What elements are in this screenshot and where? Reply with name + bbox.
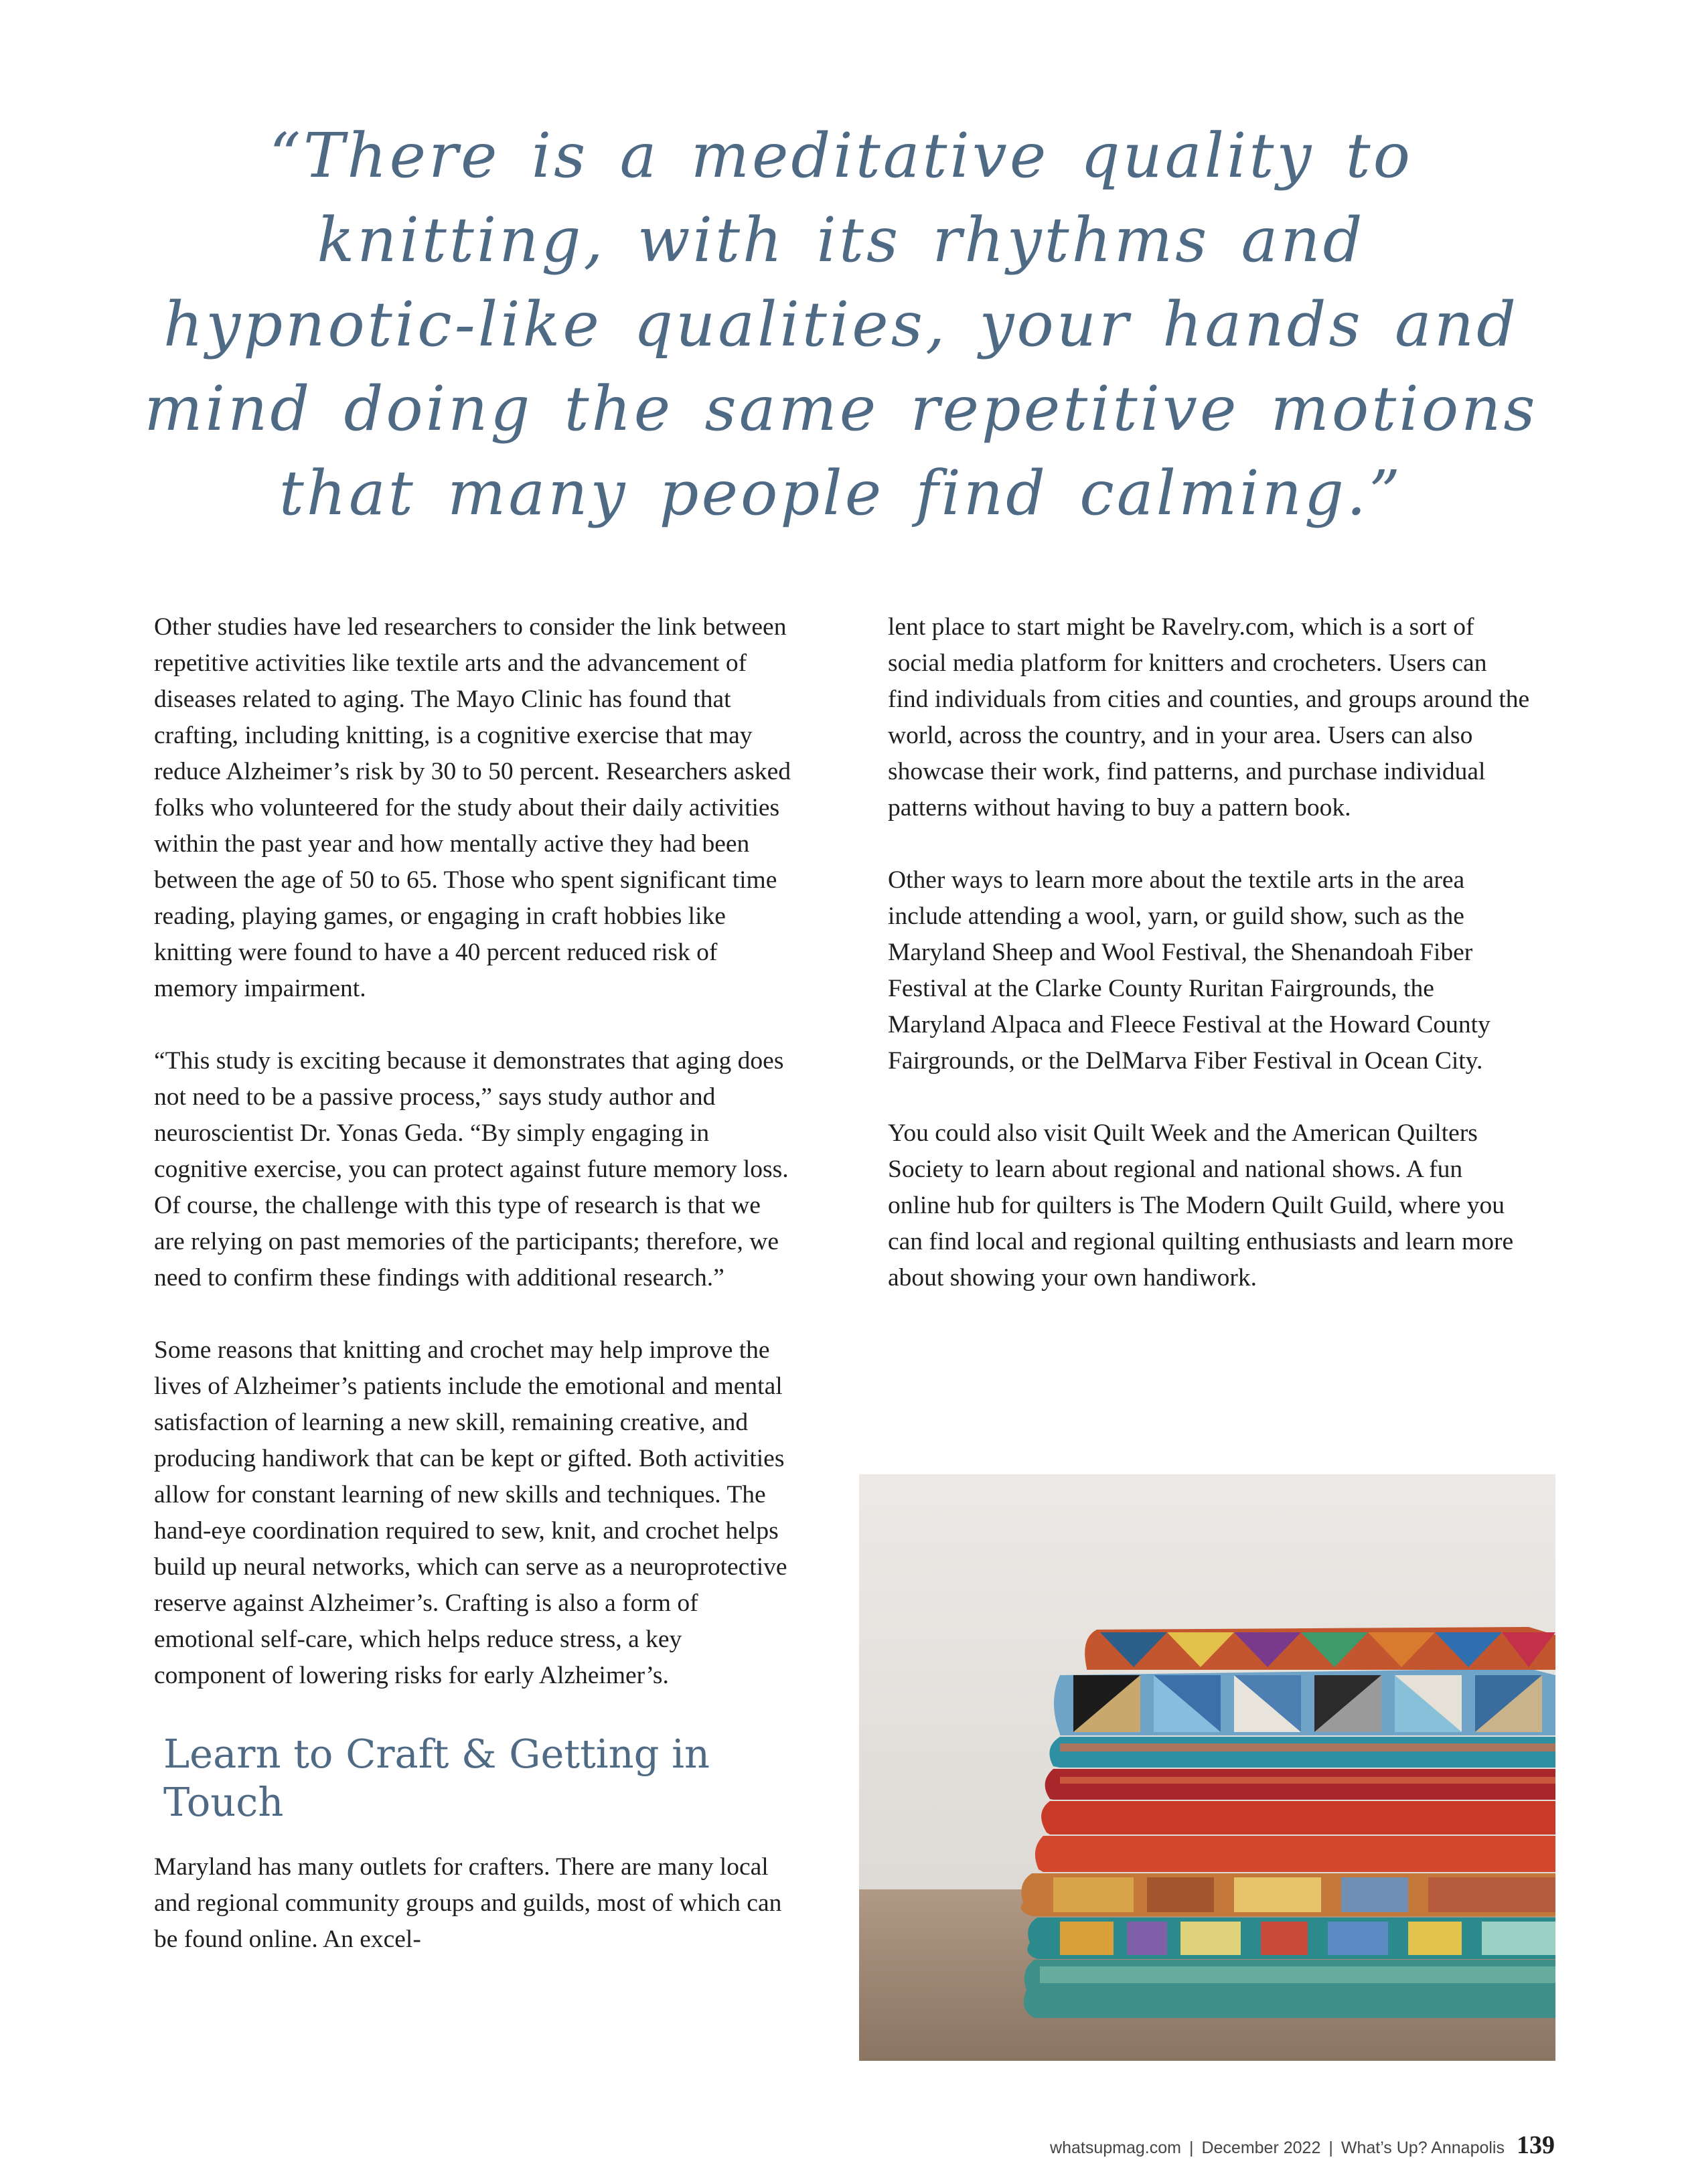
pull-quote [60,114,1622,536]
body-paragraph: Other ways to learn more about the textile arts in the area include attending a wool, yarn, or guild show, such as the Maryland Sheep and Wool Festival, the Shenandoah Fiber Festival at the Clarke County Ruritan Fairgrounds, the Maryland Alpaca and Fleece Festival at the Howard County Fairgrounds, or the DelMarva Fiber Festival in Ocean City. [888,866,1490,1075]
quilt-stack-photo [859,1474,1555,2061]
body-paragraph: “This study is exciting because it demonstrates that aging does not need to be a passive process,” says study author and neuroscientist Dr. Yonas Geda. “By simply engaging in cognitive exercise, you can protect against future memory loss. Of course, the challenge with this type of research is that we are relying on past memories of the participants; therefore, we need to confirm these findings with additional research.” [154,1047,789,1292]
pull-quote-line: hypnotic-like qualities, your hands and [163,289,1519,360]
pull-quote-line: knitting, with its rhythms and [317,204,1365,276]
article-left-column [154,609,797,1958]
page-footer [1050,2130,1555,2160]
pull-quote-line: “There is a meditative quality to [269,120,1413,191]
body-paragraph: Maryland has many outlets for crafters. There are many local and regional community groups and guilds, most of which can be found online. An excel- [154,1853,782,1953]
footer-site: whatsupmag.com [1050,2138,1181,2157]
pull-quote-line: that many people find calming.” [279,457,1403,529]
footer-date: December 2022 [1201,2138,1321,2157]
pull-quote-line: mind doing the same repetitive motions [144,373,1538,445]
section-subheading: Learn to Craft & Getting in Touch [163,1731,710,1825]
body-paragraph: Other studies have led researchers to consider the link between repetitive activities like textile arts and the advancement of diseases related to aging. The Mayo Clinic has found that crafting, including knitting, is a cognitive exercise that may reduce Alzheimer’s risk by 30 to 50 percent. Researchers asked folks who volunteered for the study about their daily activities within the past year and how mentally active they had been between the age of 50 to 65. Those who spent significant time reading, playing games, or engaging in craft hobbies like knitting were found to have a 40 percent reduced risk of memory impairment. [154,613,791,1002]
body-paragraph: Some reasons that knitting and crochet may help improve the lives of Alzheimer’s patients include the emotional and mental satisfaction of learning a new skill, remaining creative, and producing handiwork that can be kept or gifted. Both activities allow for constant learning of new skills and techniques. The hand-eye coordination required to sew, knit, and crochet helps build up neural networks, which can serve as a neuroprotective reserve against Alzheimer’s. Crafting is also a form of emotional self-care, which helps reduce stress, a key component of lowering risks for early Alzheimer’s. [154,1336,787,1689]
footer-publication: What’s Up? Annapolis [1341,2138,1505,2157]
footer-separator: | [1328,2138,1333,2157]
page-number: 139 [1517,2131,1555,2159]
body-paragraph: lent place to start might be Ravelry.com, which is a sort of social media platform for knitters and crocheters. Users can find individuals from cities and counties, and groups around the world, across the country, and in your area. Users can also showcase their work, find patterns, and purchase individual patterns without having to buy a pattern book. [888,613,1530,822]
footer-separator: | [1189,2138,1194,2157]
body-paragraph: You could also visit Quilt Week and the American Quilters Society to learn about regional and national shows. A fun online hub for quilters is The Modern Quilt Guild, where you can find local and regional quilting enthusiasts and learn more about showing your own handiwork. [888,1119,1514,1292]
article-right-column [888,609,1531,1296]
